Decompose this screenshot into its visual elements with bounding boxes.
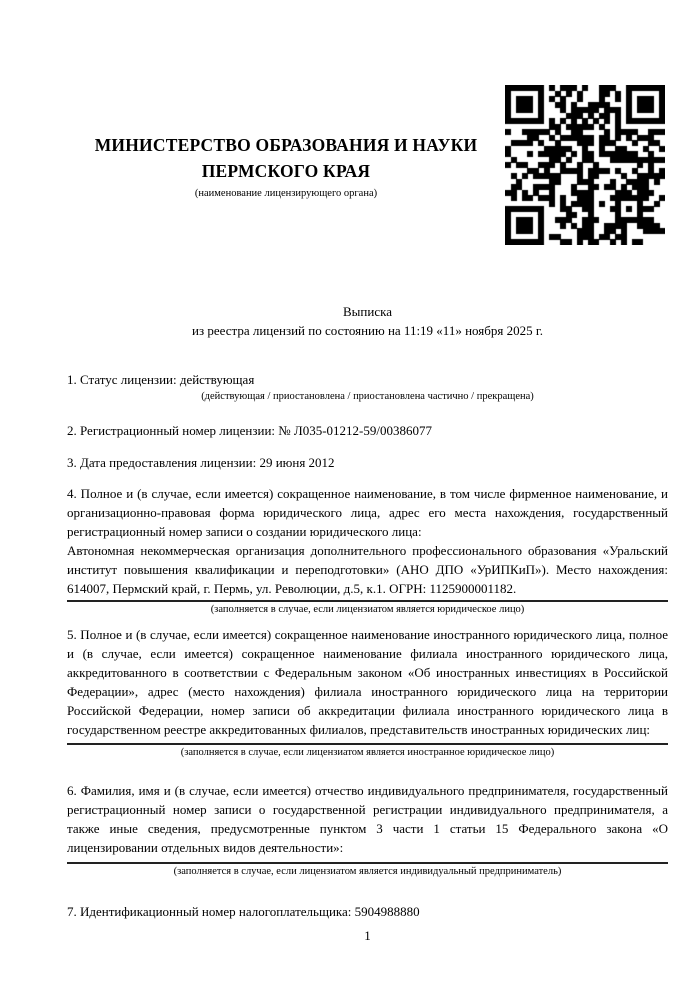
field-underline	[67, 743, 668, 745]
item-1-license-status	[67, 370, 668, 403]
item-3-text: 3. Дата предоставления лицензии: 29 июня 2012	[67, 455, 335, 470]
title-line2: из реестра лицензий по состоянию на 11:19 «11» ноября 2025 г.	[192, 323, 543, 338]
item-7-taxpayer-id	[67, 902, 668, 921]
item-1-text: 1. Статус лицензии: действующая	[67, 372, 255, 387]
item-2-registration-number	[67, 421, 668, 440]
qr-code-image	[505, 85, 665, 245]
ministry-header	[67, 132, 505, 200]
item-5-foreign-entity	[67, 625, 668, 759]
page-number: 1	[364, 928, 371, 943]
field-underline	[67, 862, 668, 864]
title-line1: Выписка	[343, 304, 392, 319]
item-5-caption: (заполняется в случае, если лицензиатом является иностранное юридическое лицо)	[180, 747, 555, 758]
field-underline	[67, 600, 668, 602]
item-2-text: 2. Регистрационный номер лицензии: № Л035-01212-59/00386077	[67, 423, 433, 438]
item-6-entrepreneur	[67, 781, 668, 878]
ministry-caption: (наименование лицензирующего органа)	[194, 188, 378, 199]
item-5-text: 5. Полное и (в случае, если имеется) сокращенное наименование иностранного юридического лица, полное и (в случае, если имеется) сокращенное наименование филиала иностранного юридического лица, аккредитованного в соответствии с Федеральным законом «Об иностранных инвестициях в Российской Федерации», адрес (место нахождения) филиала иностранного юридического лица на территории Российской Федерации, номер записи об аккредитации филиала иностранного юридического лица в государственном реестре аккредитованных филиалов, представительств иностранных юридических лиц:	[67, 627, 668, 737]
ministry-name-line2: ПЕРМСКОГО КРАЯ	[201, 161, 371, 181]
item-4-value: Автономная некоммерческая организация дополнительного профессионального образования «Уральский институт повышения квалификации и переподготовки» (АНО ДПО «УрИПКиП»). Место нахождения: 614007, Пермский край, г. Пермь, ул. Революции, д.5, к.1. ОГРН: 1125900001182.	[67, 543, 668, 596]
ministry-name-line1: МИНИСТЕРСТВО ОБРАЗОВАНИЯ И НАУКИ	[94, 135, 478, 155]
item-4-caption: (заполняется в случае, если лицензиатом является юридическое лицо)	[210, 604, 525, 615]
item-4-text: 4. Полное и (в случае, если имеется) сокращенное наименование, в том числе фирменное наименование, и организационно-правовая форма юридического лица, адрес его места нахождения, государственный регистрационный номер записи о создании юридического лица:	[67, 486, 668, 539]
item-6-caption: (заполняется в случае, если лицензиатом является индивидуальный предприниматель)	[173, 866, 562, 877]
item-6-text: 6. Фамилия, имя и (в случае, если имеется) отчество индивидуального предпринимателя, государственный регистрационный номер записи о государственной регистрации индивидуального предпринимателя, а также иные сведения, предусмотренные пунктом 3 части 1 статьи 15 Федерального закона «О лицензировании отдельных видов деятельности»:	[67, 783, 668, 855]
item-3-grant-date	[67, 453, 668, 472]
qr-code	[505, 85, 665, 245]
item-4-legal-entity	[67, 484, 668, 616]
document-title	[67, 302, 668, 340]
item-7-text: 7. Идентификационный номер налогоплательщика: 5904988880	[67, 904, 420, 919]
item-1-caption: (действующая / приостановлена / приостановлена частично / прекращена)	[201, 391, 534, 402]
